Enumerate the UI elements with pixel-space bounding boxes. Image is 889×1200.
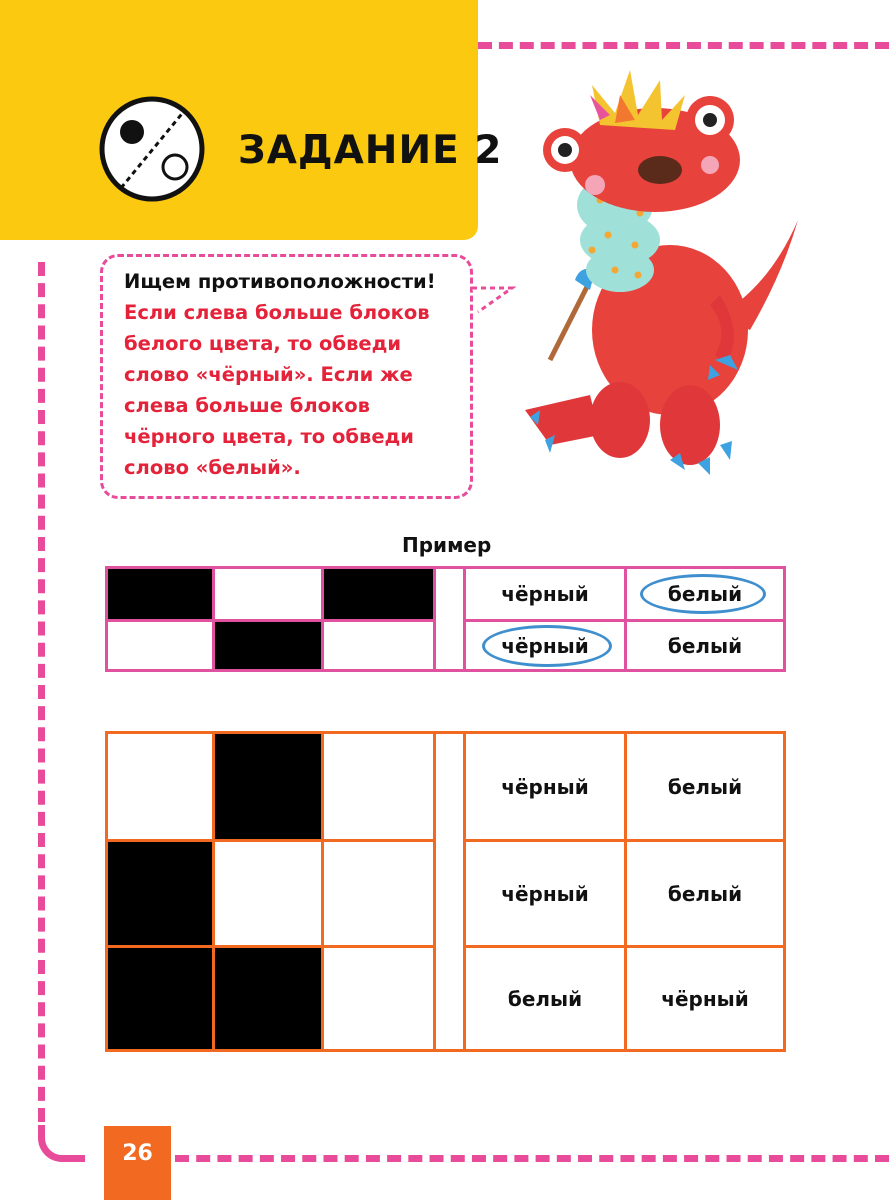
example-block (212, 569, 321, 619)
page-number: 26 (122, 1141, 153, 1166)
frame-top-border (478, 42, 889, 49)
task-block (321, 734, 433, 839)
example-block (321, 569, 433, 619)
frame-bottom-border (175, 1155, 889, 1162)
example-word: чёрный (501, 582, 589, 606)
task-word[interactable]: чёрный (624, 945, 783, 1049)
example-block (321, 619, 433, 669)
task-word[interactable]: белый (466, 945, 624, 1049)
task-separator (433, 734, 466, 1049)
example-block (212, 619, 321, 669)
example-circle (640, 574, 766, 614)
frame-corner (38, 1125, 85, 1162)
example-block (108, 619, 212, 669)
task-word[interactable]: белый (624, 839, 783, 945)
example-label: Пример (402, 533, 492, 557)
task-block (212, 945, 321, 1049)
example-block (108, 569, 212, 619)
instruction-text (124, 266, 464, 483)
example-separator (433, 569, 466, 669)
task-block (108, 839, 212, 945)
task-block (321, 945, 433, 1049)
instruction-body: Если слева больше блоков белого цвета, то обведи слово «чёрный». Если же слева больше блоков чёрного цвета, то обведи слово «белый». (124, 301, 430, 479)
task-header (0, 0, 478, 240)
example-word: белый (624, 569, 783, 619)
example-word: чёрный (466, 619, 624, 669)
task-block (321, 839, 433, 945)
task-title: ЗАДАНИЕ 2 (238, 128, 503, 173)
task-word[interactable]: белый (624, 734, 783, 839)
task-block (108, 734, 212, 839)
task-block (212, 734, 321, 839)
bubble-tail (470, 282, 516, 322)
frame-left-border (38, 262, 45, 1122)
instruction-lead: Ищем противоположности! (124, 270, 436, 293)
task-word[interactable]: чёрный (501, 774, 589, 799)
example-circle (482, 625, 612, 667)
task-block (212, 839, 321, 945)
clay-monster-illustration (520, 65, 810, 485)
task-word[interactable]: чёрный (466, 839, 624, 945)
task-block (108, 945, 212, 1049)
black-white-circles-icon (99, 96, 205, 202)
example-word: белый (624, 619, 783, 669)
